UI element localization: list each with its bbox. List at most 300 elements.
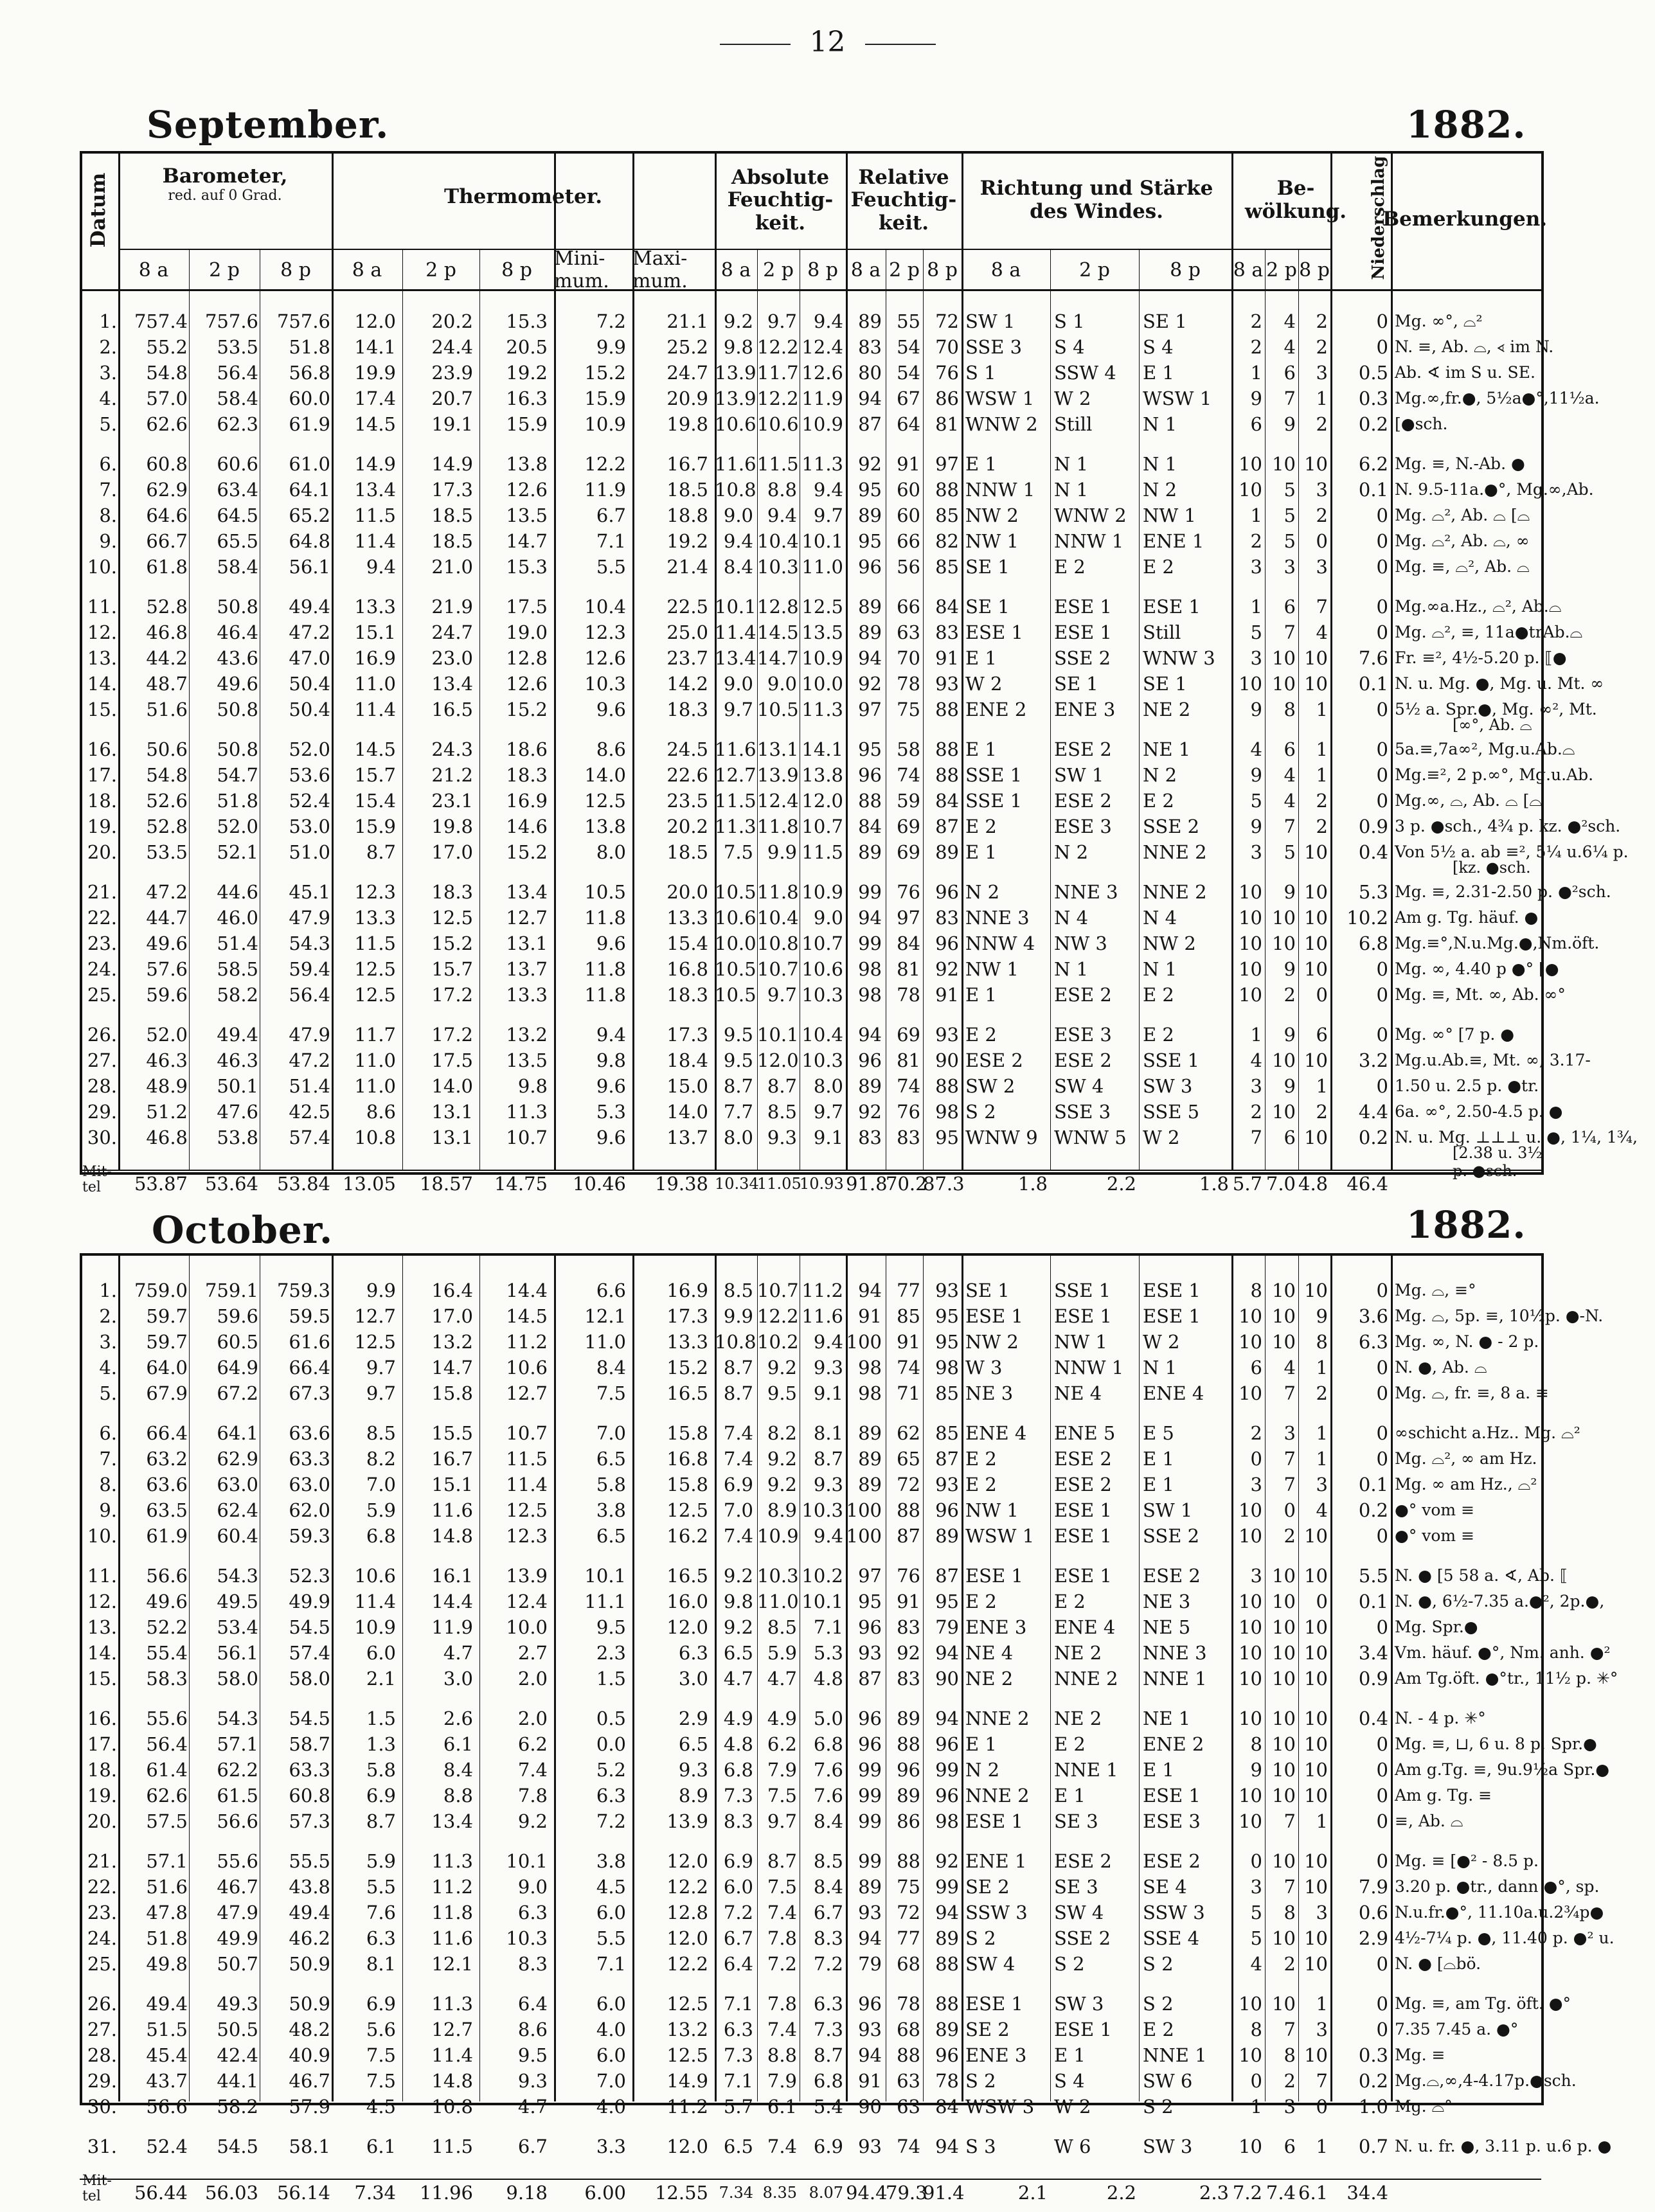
cell-therm-8p: 4.7 bbox=[517, 2096, 548, 2118]
cell-baro-2p: 757.6 bbox=[204, 310, 258, 332]
cell-abs-8a: 7.7 bbox=[723, 1101, 753, 1123]
cell-wind-8a: SW 1 bbox=[965, 310, 1015, 332]
cell-therm-min: 8.6 bbox=[596, 738, 626, 760]
cell-wind-2p: N 1 bbox=[1054, 958, 1089, 980]
cell-abs-2p: 5.9 bbox=[767, 1642, 797, 1664]
cell-cloud-2p: 7 bbox=[1284, 1448, 1296, 1470]
cell-therm-2p: 13.1 bbox=[431, 1127, 473, 1148]
cell-wind-8p: NE 5 bbox=[1143, 1616, 1191, 1638]
cell-wind-8a: ESE 1 bbox=[965, 1810, 1023, 1832]
cell-cloud-2p: 3 bbox=[1284, 1422, 1296, 1444]
table-row bbox=[80, 1420, 1580, 1446]
table-row bbox=[80, 360, 1539, 386]
cell-therm-8a: 14.9 bbox=[354, 453, 396, 475]
cell-cloud-8a: 2 bbox=[1250, 1101, 1262, 1123]
cell-therm-min: 4.0 bbox=[596, 2019, 626, 2040]
cell-therm-8a: 15.1 bbox=[354, 621, 396, 643]
mean-rel-2p: 79.3 bbox=[886, 2182, 927, 2204]
cell-abs-8p: 6.8 bbox=[813, 1733, 843, 1755]
cell-cloud-8p: 1 bbox=[1316, 764, 1328, 786]
cell-rel-8p: 94 bbox=[935, 1902, 959, 1923]
cell-wind-8a: SW 2 bbox=[965, 1075, 1015, 1097]
table-row bbox=[80, 956, 1559, 982]
cell-therm-8p: 20.5 bbox=[506, 336, 548, 358]
cell-abs-8a: 13.9 bbox=[715, 388, 756, 409]
cell-wind-2p: ESE 1 bbox=[1054, 621, 1112, 643]
cell-cloud-8a: 4 bbox=[1250, 1049, 1262, 1071]
mean-baro-8a: 53.87 bbox=[134, 1173, 188, 1195]
cell-therm-max: 23.5 bbox=[666, 790, 708, 812]
cell-cloud-8p: 1 bbox=[1316, 699, 1328, 720]
cell-abs-2p: 9.5 bbox=[767, 1382, 797, 1404]
cell-wind-8p: E 2 bbox=[1143, 1024, 1174, 1046]
table-row bbox=[80, 2134, 1612, 2159]
table-row bbox=[80, 1497, 1539, 1523]
cell-wind-8p: NW 1 bbox=[1143, 504, 1196, 526]
cell-wind-2p: SSE 3 bbox=[1054, 1101, 1111, 1123]
cell-baro-8p: 43.8 bbox=[289, 1876, 330, 1898]
cell-cloud-8p: 3 bbox=[1316, 1474, 1328, 1495]
cell-baro-8p: 54.5 bbox=[289, 1708, 330, 1729]
cell-precip: 0 bbox=[1376, 1616, 1388, 1638]
mean-abs-2p: 11.05 bbox=[757, 1175, 801, 1193]
cell-abs-2p: 10.7 bbox=[757, 958, 799, 980]
cell-cloud-8a: 9 bbox=[1250, 699, 1262, 720]
cell-rel-8a: 94 bbox=[858, 2044, 882, 2066]
cell-precip: 0 bbox=[1376, 1280, 1388, 1301]
cell-rel-2p: 69 bbox=[897, 1024, 920, 1046]
cell-remark: N. u. Mg. ⊥⊥⊥ u. ●, 1¼, 1¾, bbox=[1395, 1128, 1638, 1146]
cell-therm-max: 18.3 bbox=[666, 984, 708, 1006]
cell-wind-2p: W 6 bbox=[1054, 2136, 1091, 2157]
sub-abs-2p: 2 p bbox=[757, 249, 800, 290]
cell-wind-8p: N 1 bbox=[1143, 413, 1177, 435]
mean-wind-8a: 2.1 bbox=[1017, 2182, 1048, 2204]
table-row bbox=[80, 1048, 1591, 1073]
cell-therm-max: 20.2 bbox=[666, 816, 708, 837]
cell-date: 18. bbox=[87, 790, 117, 812]
mean-baro-8a: 56.44 bbox=[134, 2182, 188, 2204]
cell-cloud-2p: 10 bbox=[1272, 1565, 1296, 1587]
cell-rel-2p: 88 bbox=[897, 2044, 920, 2066]
cell-remark: Mg.⌓,∞,4-4.17p.●sch. bbox=[1395, 2071, 1577, 2090]
cell-rel-2p: 63 bbox=[897, 2070, 920, 2092]
cell-date: 1. bbox=[99, 310, 117, 332]
cell-abs-8p: 5.0 bbox=[813, 1708, 843, 1729]
cell-precip: 0 bbox=[1376, 1024, 1388, 1046]
cell-abs-8a: 10.5 bbox=[715, 984, 756, 1006]
cell-wind-2p: ESE 2 bbox=[1054, 1850, 1112, 1872]
cell-wind-8a: NW 2 bbox=[965, 1331, 1019, 1353]
cell-date: 21. bbox=[87, 1850, 117, 1872]
cell-therm-2p: 11.3 bbox=[431, 1850, 473, 1872]
cell-abs-8p: 12.5 bbox=[801, 596, 843, 618]
cell-rel-8p: 96 bbox=[935, 932, 959, 954]
mean-therm-2p: 18.57 bbox=[419, 1173, 473, 1195]
cell-wind-2p: N 4 bbox=[1054, 907, 1089, 929]
cell-wind-8a: ENE 1 bbox=[965, 1850, 1027, 1872]
cell-abs-2p: 9.7 bbox=[767, 984, 797, 1006]
cell-precip: 6.3 bbox=[1358, 1331, 1388, 1353]
cell-abs-2p: 11.5 bbox=[757, 453, 799, 475]
cell-therm-min: 6.7 bbox=[596, 504, 626, 526]
cell-remark: Mg. ⌓², ∞ am Hz. bbox=[1395, 1449, 1537, 1468]
cell-abs-8a: 7.5 bbox=[723, 841, 753, 863]
cell-cloud-8p: 0 bbox=[1316, 984, 1328, 1006]
cell-precip: 0 bbox=[1376, 504, 1388, 526]
cell-therm-min: 6.5 bbox=[596, 1448, 626, 1470]
cell-therm-8a: 11.0 bbox=[354, 1075, 396, 1097]
cell-therm-8a: 7.0 bbox=[366, 1474, 396, 1495]
cell-precip: 0 bbox=[1376, 1785, 1388, 1806]
cell-precip: 4.4 bbox=[1358, 1101, 1388, 1123]
table-row bbox=[80, 905, 1539, 931]
table-row bbox=[80, 1783, 1539, 1808]
cell-therm-8p: 19.2 bbox=[506, 362, 548, 384]
cell-rel-2p: 60 bbox=[897, 479, 920, 501]
cell-rel-8a: 89 bbox=[858, 504, 882, 526]
cell-rel-8a: 89 bbox=[858, 621, 882, 643]
cell-rel-8p: 76 bbox=[935, 362, 959, 384]
cell-abs-8p: 5.3 bbox=[813, 1642, 843, 1664]
cell-baro-8a: 63.5 bbox=[146, 1499, 188, 1521]
cell-precip: 0.1 bbox=[1358, 479, 1388, 501]
cell-baro-8a: 46.3 bbox=[146, 1049, 188, 1071]
cell-wind-8a: SSE 1 bbox=[965, 764, 1023, 786]
cell-therm-max: 6.5 bbox=[678, 1733, 708, 1755]
cell-precip: 0.9 bbox=[1358, 816, 1388, 837]
mean-cloud-2p: 7.0 bbox=[1266, 1173, 1296, 1195]
cell-therm-min: 10.4 bbox=[584, 596, 626, 618]
mean-precip: 46.4 bbox=[1346, 1173, 1388, 1195]
cell-cloud-8a: 3 bbox=[1250, 1565, 1262, 1587]
cell-rel-2p: 91 bbox=[897, 453, 920, 475]
cell-wind-8p: ENE 1 bbox=[1143, 530, 1204, 552]
mean-abs-8p: 8.07 bbox=[809, 2184, 843, 2202]
cell-baro-8p: 67.3 bbox=[289, 1382, 330, 1404]
cell-cloud-2p: 10 bbox=[1272, 932, 1296, 954]
table-row bbox=[80, 1874, 1600, 1900]
cell-therm-8p: 7.4 bbox=[517, 1759, 548, 1781]
cell-therm-max: 21.4 bbox=[666, 556, 708, 578]
cell-therm-8a: 1.3 bbox=[366, 1733, 396, 1755]
cell-rel-8p: 95 bbox=[935, 1331, 959, 1353]
cell-abs-8p: 9.4 bbox=[813, 1331, 843, 1353]
cell-wind-8p: S 2 bbox=[1143, 1953, 1174, 1975]
cell-therm-min: 11.8 bbox=[584, 907, 626, 929]
cell-date: 12. bbox=[87, 1591, 117, 1612]
cell-wind-8a: NNW 4 bbox=[965, 932, 1035, 954]
cell-wind-2p: ESE 1 bbox=[1054, 1565, 1112, 1587]
cell-wind-8p: ESE 2 bbox=[1143, 1565, 1201, 1587]
cell-therm-2p: 14.7 bbox=[431, 1357, 473, 1378]
cell-abs-8a: 8.4 bbox=[723, 556, 753, 578]
cell-wind-2p: NNW 1 bbox=[1054, 1357, 1124, 1378]
cell-precip: 0.3 bbox=[1358, 2044, 1388, 2066]
sub-baro-2p: 2 p bbox=[189, 249, 260, 290]
cell-therm-8p: 10.1 bbox=[506, 1850, 548, 1872]
cell-baro-8p: 50.4 bbox=[289, 699, 330, 720]
cell-therm-8a: 6.8 bbox=[366, 1525, 396, 1547]
cell-therm-2p: 16.1 bbox=[431, 1565, 473, 1587]
cell-therm-8a: 10.6 bbox=[354, 1565, 396, 1587]
cell-date: 3. bbox=[99, 1331, 117, 1353]
cell-cloud-2p: 10 bbox=[1272, 1331, 1296, 1353]
cell-rel-8p: 99 bbox=[935, 1759, 959, 1781]
cell-wind-8p: E 1 bbox=[1143, 1474, 1174, 1495]
cell-baro-2p: 62.9 bbox=[217, 1448, 258, 1470]
sub-baro-8a: 8 a bbox=[118, 249, 189, 290]
cell-therm-8p: 2.7 bbox=[517, 1642, 548, 1664]
cell-baro-8a: 59.7 bbox=[146, 1305, 188, 1327]
cell-baro-8p: 63.6 bbox=[289, 1422, 330, 1444]
table-row bbox=[80, 814, 1621, 839]
cell-baro-2p: 43.6 bbox=[217, 647, 258, 669]
cell-rel-2p: 87 bbox=[897, 1525, 920, 1547]
cell-baro-8a: 62.9 bbox=[146, 479, 188, 501]
cell-abs-2p: 12.2 bbox=[757, 388, 799, 409]
cell-therm-8a: 2.1 bbox=[366, 1668, 396, 1690]
cell-cloud-2p: 9 bbox=[1284, 958, 1296, 980]
cell-abs-8a: 9.8 bbox=[723, 1591, 753, 1612]
cell-rel-8a: 90 bbox=[858, 2096, 882, 2118]
cell-abs-8a: 10.8 bbox=[715, 479, 756, 501]
table-row bbox=[80, 1380, 1549, 1406]
cell-cloud-8a: 5 bbox=[1250, 621, 1262, 643]
cell-cloud-8p: 10 bbox=[1304, 1668, 1328, 1690]
cell-rel-8p: 88 bbox=[935, 1993, 959, 2015]
cell-therm-min: 10.9 bbox=[584, 413, 626, 435]
cell-baro-8a: 52.6 bbox=[146, 790, 188, 812]
cell-therm-max: 15.8 bbox=[666, 1422, 708, 1444]
cell-rel-8p: 89 bbox=[935, 1927, 959, 1949]
cell-rel-2p: 84 bbox=[897, 932, 920, 954]
cell-cloud-8p: 10 bbox=[1304, 453, 1328, 475]
cell-baro-2p: 58.0 bbox=[217, 1668, 258, 1690]
cell-cloud-2p: 2 bbox=[1284, 1525, 1296, 1547]
cell-baro-8a: 52.0 bbox=[146, 1024, 188, 1046]
cell-date: 4. bbox=[99, 388, 117, 409]
cell-date: 29. bbox=[87, 1101, 117, 1123]
cell-baro-2p: 65.5 bbox=[217, 530, 258, 552]
cell-therm-8p: 10.0 bbox=[506, 1616, 548, 1638]
cell-wind-8p: E 2 bbox=[1143, 2019, 1174, 2040]
table-row bbox=[80, 1900, 1604, 1925]
cell-rel-8a: 83 bbox=[858, 1127, 882, 1148]
cell-baro-2p: 46.0 bbox=[217, 907, 258, 929]
cell-wind-2p: ESE 2 bbox=[1054, 984, 1112, 1006]
cell-wind-8p: NE 2 bbox=[1143, 699, 1191, 720]
cell-baro-2p: 46.7 bbox=[217, 1876, 258, 1898]
cell-abs-8a: 4.9 bbox=[723, 1708, 753, 1729]
cell-wind-8a: ESE 2 bbox=[965, 1049, 1023, 1071]
cell-rel-8p: 88 bbox=[935, 1075, 959, 1097]
cell-abs-8a: 11.5 bbox=[715, 790, 756, 812]
cell-abs-8p: 8.5 bbox=[813, 1850, 843, 1872]
cell-therm-max: 12.0 bbox=[666, 2136, 708, 2157]
cell-cloud-8p: 7 bbox=[1316, 596, 1328, 618]
cell-rel-2p: 75 bbox=[897, 699, 920, 720]
cell-rel-8p: 91 bbox=[935, 984, 959, 1006]
cell-baro-8p: 51.4 bbox=[289, 1075, 330, 1097]
cell-precip: 0.2 bbox=[1358, 2070, 1388, 2092]
cell-therm-2p: 11.2 bbox=[431, 1876, 473, 1898]
cell-therm-max: 15.2 bbox=[666, 1357, 708, 1378]
cell-rel-2p: 74 bbox=[897, 1357, 920, 1378]
cell-remark: N. ●, Ab. ⌓ bbox=[1395, 1358, 1487, 1377]
cell-therm-8a: 11.4 bbox=[354, 530, 396, 552]
cell-precip: 0 bbox=[1376, 1810, 1388, 1832]
cell-rel-8a: 96 bbox=[858, 1993, 882, 2015]
cell-remark: Mg. ≡, ⊔, 6 u. 8 p. Spr.● bbox=[1395, 1735, 1597, 1753]
cell-wind-2p: S 2 bbox=[1054, 1953, 1085, 1975]
cell-abs-2p: 4.7 bbox=[767, 1668, 797, 1690]
cell-baro-2p: 60.4 bbox=[217, 1525, 258, 1547]
cell-therm-8p: 12.7 bbox=[506, 907, 548, 929]
cell-therm-2p: 13.4 bbox=[431, 673, 473, 695]
cell-wind-2p: E 2 bbox=[1054, 1591, 1086, 1612]
cell-rel-8p: 93 bbox=[935, 673, 959, 695]
cell-cloud-8a: 4 bbox=[1250, 1953, 1262, 1975]
cell-cloud-8a: 10 bbox=[1239, 958, 1262, 980]
cell-abs-8a: 4.8 bbox=[723, 1733, 753, 1755]
cell-precip: 0.6 bbox=[1358, 1902, 1388, 1923]
cell-baro-2p: 49.6 bbox=[217, 673, 258, 695]
cell-abs-2p: 10.9 bbox=[757, 1525, 799, 1547]
cell-rel-8p: 91 bbox=[935, 647, 959, 669]
cell-rel-8a: 87 bbox=[858, 1668, 882, 1690]
cell-wind-8p: S 4 bbox=[1143, 336, 1174, 358]
cell-wind-2p: NE 2 bbox=[1054, 1642, 1102, 1664]
cell-cloud-2p: 9 bbox=[1284, 881, 1296, 903]
cell-therm-min: 5.3 bbox=[596, 1101, 626, 1123]
cell-date: 13. bbox=[87, 1616, 117, 1638]
mean-abs-8a: 7.34 bbox=[719, 2184, 753, 2202]
cell-cloud-8a: 8 bbox=[1250, 2019, 1262, 2040]
cell-cloud-8a: 8 bbox=[1250, 1733, 1262, 1755]
cell-therm-8p: 15.9 bbox=[506, 413, 548, 435]
cell-rel-8a: 94 bbox=[858, 388, 882, 409]
cell-therm-min: 5.5 bbox=[596, 1927, 626, 1949]
cell-therm-min: 5.8 bbox=[596, 1474, 626, 1495]
cell-therm-max: 18.4 bbox=[666, 1049, 708, 1071]
cell-therm-max: 25.0 bbox=[666, 621, 708, 643]
cell-wind-8p: ESE 1 bbox=[1143, 1785, 1201, 1806]
cell-baro-2p: 50.5 bbox=[217, 2019, 258, 2040]
cell-wind-8a: NNE 2 bbox=[965, 1785, 1030, 1806]
cell-wind-8p: E 1 bbox=[1143, 362, 1174, 384]
cell-rel-8p: 89 bbox=[935, 841, 959, 863]
cell-baro-2p: 63.4 bbox=[217, 479, 258, 501]
cell-therm-max: 17.3 bbox=[666, 1305, 708, 1327]
table-row bbox=[80, 1640, 1611, 1666]
cell-therm-8a: 5.6 bbox=[366, 2019, 396, 2040]
header-thermometer: Thermometer. bbox=[444, 185, 602, 209]
cell-remark: N. - 4 p. ✳° bbox=[1395, 1709, 1486, 1727]
cell-abs-8p: 7.6 bbox=[813, 1785, 843, 1806]
cell-wind-8a: WNW 9 bbox=[965, 1127, 1038, 1148]
cell-therm-max: 16.5 bbox=[666, 1565, 708, 1587]
cell-therm-8p: 12.5 bbox=[506, 1499, 548, 1521]
cell-therm-2p: 16.7 bbox=[431, 1448, 473, 1470]
cell-baro-8p: 63.0 bbox=[289, 1474, 330, 1495]
cell-precip: 7.6 bbox=[1358, 647, 1388, 669]
cell-therm-2p: 12.7 bbox=[431, 2019, 473, 2040]
cell-therm-2p: 15.8 bbox=[431, 1382, 473, 1404]
cell-precip: 0.5 bbox=[1358, 362, 1388, 384]
cell-therm-8p: 6.4 bbox=[517, 1993, 548, 2015]
cell-rel-8a: 93 bbox=[858, 2136, 882, 2157]
cell-wind-2p: ENE 5 bbox=[1054, 1422, 1116, 1444]
cell-abs-2p: 11.8 bbox=[757, 881, 799, 903]
cell-abs-8p: 11.0 bbox=[801, 556, 843, 578]
cell-baro-8a: 52.2 bbox=[146, 1616, 188, 1638]
cell-wind-8p: Still bbox=[1143, 621, 1181, 643]
cell-therm-8a: 6.9 bbox=[366, 1785, 396, 1806]
cell-therm-max: 13.9 bbox=[666, 1810, 708, 1832]
cell-precip: 0 bbox=[1376, 1733, 1388, 1755]
cell-therm-max: 18.5 bbox=[666, 479, 708, 501]
cell-rel-8p: 97 bbox=[935, 453, 959, 475]
cell-abs-2p: 11.7 bbox=[757, 362, 799, 384]
table-row bbox=[80, 645, 1567, 671]
cell-therm-max: 23.7 bbox=[666, 647, 708, 669]
cell-cloud-8p: 4 bbox=[1316, 621, 1328, 643]
cell-therm-min: 8.4 bbox=[596, 1357, 626, 1378]
table-row bbox=[80, 1706, 1539, 1731]
cell-baro-8a: 63.2 bbox=[146, 1448, 188, 1470]
cell-wind-8p: NNE 1 bbox=[1143, 2044, 1207, 2066]
sub-rel-8a: 8 a bbox=[846, 249, 886, 290]
cell-baro-2p: 62.3 bbox=[217, 413, 258, 435]
table-row bbox=[80, 334, 1554, 360]
cell-wind-8a: ESE 1 bbox=[965, 1305, 1023, 1327]
cell-cloud-8a: 0 bbox=[1250, 1850, 1262, 1872]
cell-therm-8p: 10.7 bbox=[506, 1422, 548, 1444]
cell-abs-8a: 6.8 bbox=[723, 1759, 753, 1781]
cell-therm-8p: 13.7 bbox=[506, 958, 548, 980]
cell-wind-8a: SE 1 bbox=[965, 1280, 1010, 1301]
header-datum: Datum bbox=[87, 172, 111, 248]
cell-wind-2p: ESE 2 bbox=[1054, 1049, 1112, 1071]
cell-remark: ≡, Ab. ⌓ bbox=[1395, 1812, 1463, 1830]
cell-cloud-8p: 1 bbox=[1316, 1810, 1328, 1832]
cell-therm-max: 24.7 bbox=[666, 362, 708, 384]
cell-wind-8a: NNE 3 bbox=[965, 907, 1030, 929]
cell-baro-8a: 66.7 bbox=[146, 530, 188, 552]
table-row bbox=[80, 1589, 1605, 1614]
cell-baro-8p: 65.2 bbox=[289, 504, 330, 526]
cell-remark: N. ●, 6½-7.35 a.●², 2p.●, bbox=[1395, 1592, 1605, 1610]
cell-wind-2p: S 4 bbox=[1054, 2070, 1085, 2092]
cell-rel-2p: 69 bbox=[897, 816, 920, 837]
cell-wind-8p: SSE 2 bbox=[1143, 816, 1200, 837]
cell-cloud-8p: 1 bbox=[1316, 2136, 1328, 2157]
cell-remark: Mg. ∞° [7 p. ● bbox=[1395, 1025, 1515, 1044]
cell-precip: 0 bbox=[1376, 984, 1388, 1006]
cell-baro-8p: 49.9 bbox=[289, 1591, 330, 1612]
cell-rel-8p: 87 bbox=[935, 816, 959, 837]
cell-therm-8a: 11.0 bbox=[354, 1049, 396, 1071]
cell-cloud-8a: 10 bbox=[1239, 479, 1262, 501]
cell-baro-2p: 58.2 bbox=[217, 984, 258, 1006]
cell-therm-2p: 15.7 bbox=[431, 958, 473, 980]
cell-wind-2p: WNW 5 bbox=[1054, 1127, 1127, 1148]
cell-remark: Am g. Tg. ≡ bbox=[1395, 1786, 1492, 1805]
table-row bbox=[80, 1991, 1571, 2017]
cell-abs-8a: 9.8 bbox=[723, 336, 753, 358]
cell-cloud-8p: 10 bbox=[1304, 1953, 1328, 1975]
